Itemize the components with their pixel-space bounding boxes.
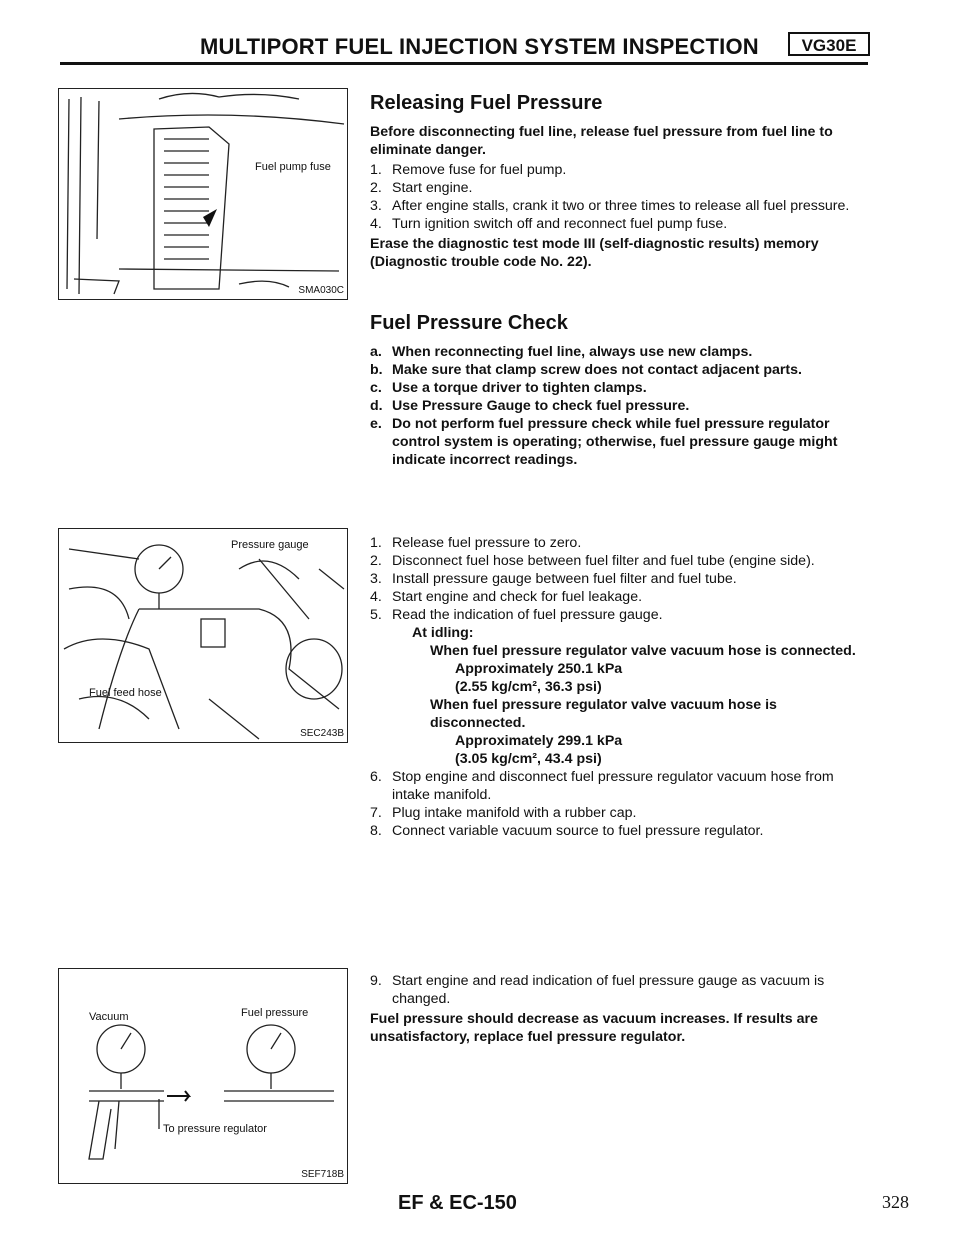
list-item: 6. Stop engine and disconnect fuel pressure regulator vacuum hose from intake manifold. xyxy=(370,769,834,803)
fuel-feed-hose-label: Fuel feed hose xyxy=(89,687,162,699)
figure-code: SEC243B xyxy=(300,728,344,739)
page-header xyxy=(60,30,868,64)
list-item: 8. Connect variable vacuum source to fuel pressure regulator. xyxy=(370,823,764,839)
figure-vacuum-test xyxy=(58,968,348,1184)
value-connected-psi: (2.55 kg/cm², 36.3 psi) xyxy=(455,679,602,695)
list-item: d. Use Pressure Gauge to check fuel pressure. xyxy=(370,398,690,414)
header-rule xyxy=(60,62,868,65)
engine-badge: VG30E xyxy=(788,32,870,56)
value-disconnected-psi: (3.05 kg/cm², 43.4 psi) xyxy=(455,751,602,767)
section-heading: Releasing Fuel Pressure xyxy=(370,92,603,114)
page-title: MULTIPORT FUEL INJECTION SYSTEM INSPECTION xyxy=(200,34,759,59)
list-item: 2. Start engine. xyxy=(370,180,473,196)
at-idling-label: At idling: xyxy=(412,625,474,641)
to-pressure-regulator-label: To pressure regulator xyxy=(163,1123,267,1135)
caution-list xyxy=(370,343,870,469)
fuse-box-drawing xyxy=(59,89,348,300)
list-item: 4. Turn ignition switch off and reconnect fuel pump fuse. xyxy=(370,216,728,232)
figure-fuel-pump-fuse xyxy=(58,88,348,300)
list-item: 4. Start engine and check for fuel leakage. xyxy=(370,589,643,605)
vacuum-label: Vacuum xyxy=(89,1011,129,1023)
list-item: 1. Release fuel pressure to zero. xyxy=(370,535,582,551)
arrow-icon xyxy=(203,209,217,227)
list-item: 1. Remove fuse for fuel pump. xyxy=(370,162,567,178)
pressure-check-steps xyxy=(370,534,870,840)
value-connected-kpa: Approximately 250.1 kPa xyxy=(455,661,623,677)
figure-code: SEF718B xyxy=(301,1169,344,1180)
vacuum-test-drawing xyxy=(59,969,348,1184)
list-item: b. Make sure that clamp screw does not contact adjacent parts. xyxy=(370,362,802,378)
section-releasing-fuel-pressure xyxy=(370,92,870,271)
condition-connected: When fuel pressure regulator valve vacuum hose is connected. xyxy=(430,643,856,659)
final-note: Fuel pressure should decrease as vacuum increases. If results are unsatisfactory, replace fuel pressure regulator. xyxy=(370,1011,818,1045)
list-item: 5. Read the indication of fuel pressure gauge. xyxy=(370,607,663,623)
release-steps xyxy=(370,161,870,233)
figure-code: SMA030C xyxy=(298,285,344,296)
list-item: 3. After engine stalls, crank it two or three times to release all fuel pressure. xyxy=(370,198,850,214)
condition-disconnected: When fuel pressure regulator valve vacuum hose is disconnected. xyxy=(430,697,777,731)
vacuum-check-steps xyxy=(370,972,870,1046)
erase-note: Erase the diagnostic test mode III (self-diagnostic results) memory (Diagnostic trouble code No. 22). xyxy=(370,236,819,270)
fuel-pump-fuse-label: Fuel pump fuse xyxy=(255,161,331,173)
intro-warning: Before disconnecting fuel line, release fuel pressure from fuel line to eliminate danger. xyxy=(370,124,833,158)
figure-pressure-gauge xyxy=(58,528,348,743)
section-page-code: EF & EC-150 xyxy=(398,1192,517,1214)
value-disconnected-kpa: Approximately 299.1 kPa xyxy=(455,733,623,749)
section-fuel-pressure-check xyxy=(370,312,870,469)
section-heading: Fuel Pressure Check xyxy=(370,312,568,334)
list-item: c. Use a torque driver to tighten clamps. xyxy=(370,380,647,396)
list-item: 2. Disconnect fuel hose between fuel filter and fuel tube (engine side). xyxy=(370,553,815,569)
pressure-gauge-drawing xyxy=(59,529,348,743)
list-item: 9. Start engine and read indication of fuel pressure gauge as vacuum is changed. xyxy=(370,973,825,1007)
pressure-gauge-label: Pressure gauge xyxy=(231,539,309,551)
list-item: e. Do not perform fuel pressure check while fuel pressure regulator control system is operating; otherwise, fuel pressure gauge might indicate incorrect readings. xyxy=(370,416,838,468)
fuel-pressure-label: Fuel pressure xyxy=(241,1007,309,1019)
list-item: 7. Plug intake manifold with a rubber cap. xyxy=(370,805,637,821)
arrow-icon xyxy=(167,1091,189,1101)
list-item: a. When reconnecting fuel line, always use new clamps. xyxy=(370,344,753,360)
list-item: 3. Install pressure gauge between fuel filter and fuel tube. xyxy=(370,571,737,587)
page-number: 328 xyxy=(882,1192,909,1212)
